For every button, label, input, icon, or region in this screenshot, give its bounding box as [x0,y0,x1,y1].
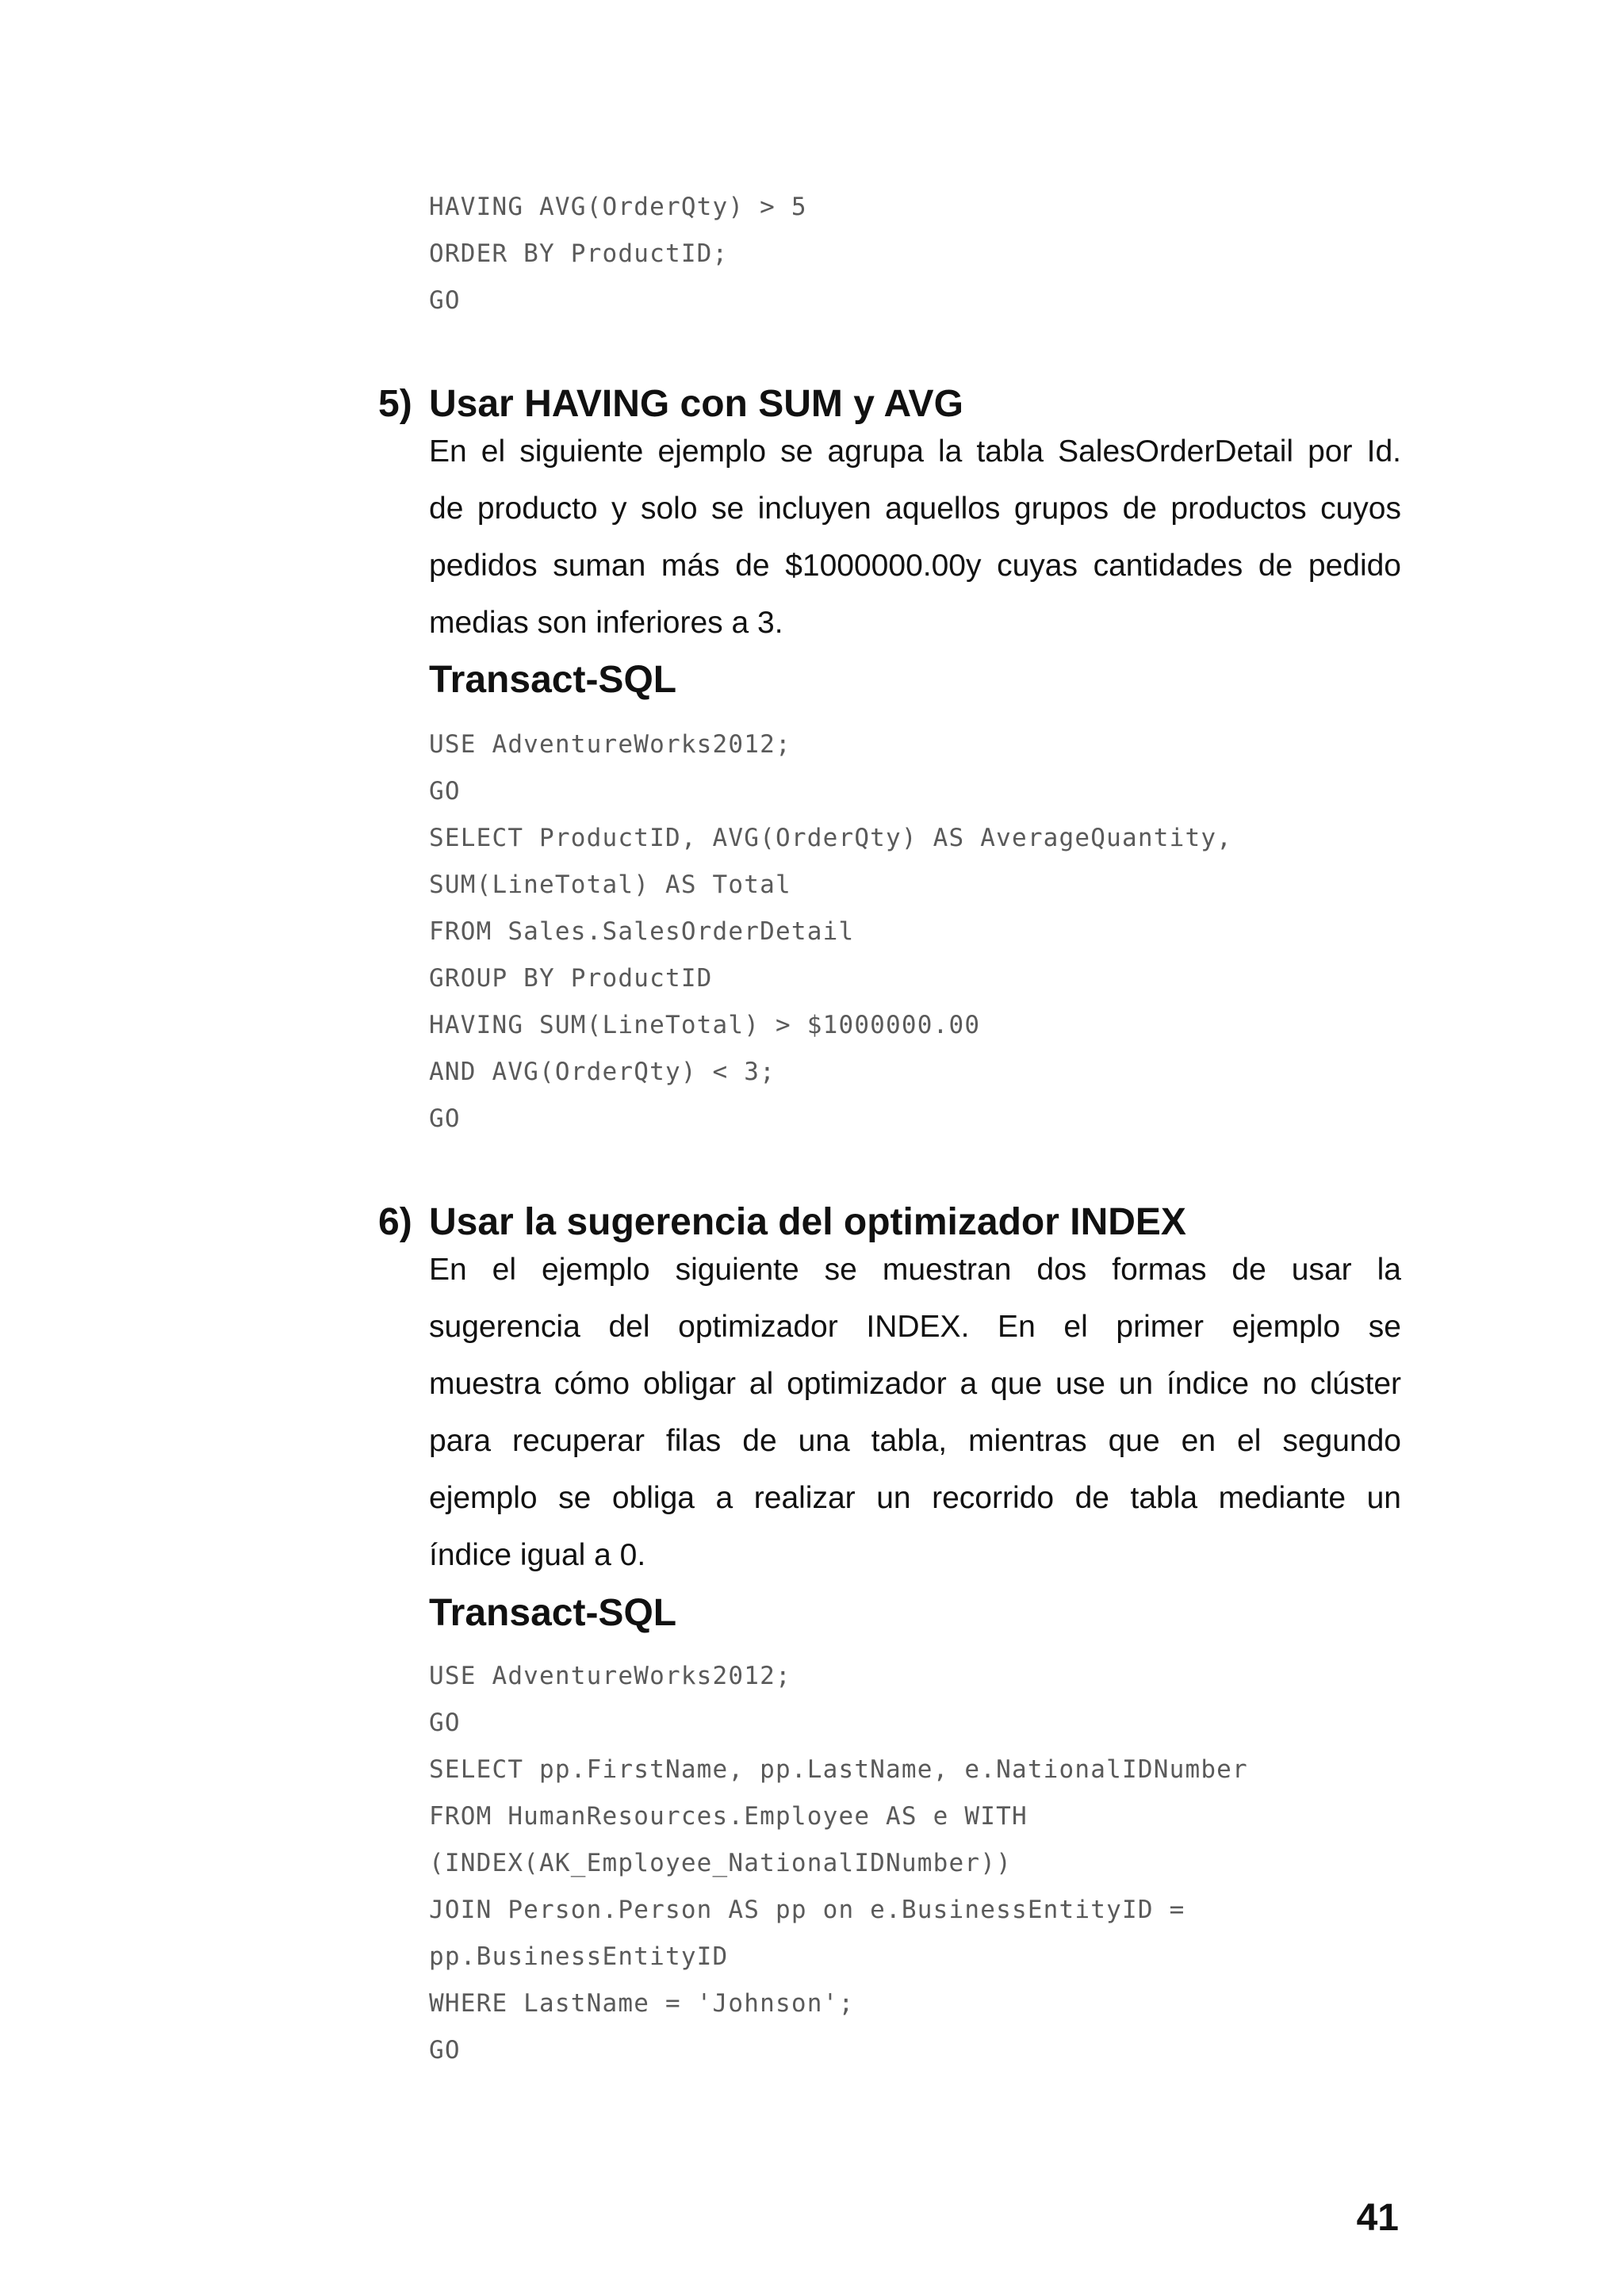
code-line: AND AVG(OrderQty) < 3; [429,1058,776,1086]
paragraph-line: ejemplo se obliga a realizar un recorrido de tabla mediante un [429,1481,1401,1515]
code-line: GROUP BY ProductID [429,964,713,993]
code-line: GO [429,1104,461,1133]
code-block-section-6 [429,1653,1248,2074]
code-line: pp.BusinessEntityID [429,1942,729,1971]
code-line: FROM HumanResources.Employee AS e WITH [429,1802,1028,1831]
code-line: HAVING AVG(OrderQty) > 5 [429,193,807,221]
code-line: GO [429,286,461,315]
paragraph-line: En el siguiente ejemplo se agrupa la tabla SalesOrderDetail por Id. [429,434,1401,469]
paragraph-line: de producto y solo se incluyen aquellos grupos de productos cuyos [429,492,1401,526]
section-5-code-title: Transact-SQL [429,659,677,701]
code-line: GO [429,777,461,806]
section-5-heading [378,381,963,428]
code-line: SELECT pp.FirstName, pp.LastName, e.NationalIDNumber [429,1755,1248,1784]
paragraph-line: para recuperar filas de una tabla, mientras que en el segundo [429,1424,1401,1458]
code-line: ORDER BY ProductID; [429,239,729,268]
code-line: HAVING SUM(LineTotal) > $1000000.00 [429,1011,981,1039]
paragraph-line: índice igual a 0. [429,1538,646,1572]
code-line: SUM(LineTotal) AS Total [429,871,791,899]
paragraph-line: sugerencia del optimizador INDEX. En el primer ejemplo se [429,1310,1401,1344]
section-6-title: Usar la sugerencia del optimizador INDEX [429,1201,1186,1243]
code-block-section-5 [429,721,1232,1142]
code-block-top [429,184,807,324]
section-5-paragraph [429,423,1401,652]
section-6-number: 6) [378,1201,412,1243]
section-6-paragraph [429,1242,1401,1584]
page-number: 41 [1356,2197,1399,2239]
paragraph-line: En el ejemplo siguiente se muestran dos formas de usar la [429,1253,1401,1287]
section-6-heading [378,1199,1186,1246]
paragraph-line: pedidos suman más de $1000000.00y cuyas cantidades de pedido [429,549,1401,583]
code-line: USE AdventureWorks2012; [429,730,791,759]
section-5-number: 5) [378,383,412,425]
code-line: GO [429,2036,461,2064]
paragraph-line: muestra cómo obligar al optimizador a que use un índice no clúster [429,1367,1401,1401]
code-line: (INDEX(AK_Employee_NationalIDNumber)) [429,1849,1012,1877]
code-line: USE AdventureWorks2012; [429,1662,791,1690]
section-6-code-title: Transact-SQL [429,1592,677,1634]
paragraph-line: medias son inferiores a 3. [429,606,783,640]
code-line: FROM Sales.SalesOrderDetail [429,917,855,946]
code-line: SELECT ProductID, AVG(OrderQty) AS AverageQuantity, [429,824,1233,852]
code-line: WHERE LastName = 'Johnson'; [429,1989,855,2018]
code-line: JOIN Person.Person AS pp on e.BusinessEntityID = [429,1896,1185,1924]
section-5-title: Usar HAVING con SUM y AVG [429,383,963,425]
code-line: GO [429,1709,461,1737]
